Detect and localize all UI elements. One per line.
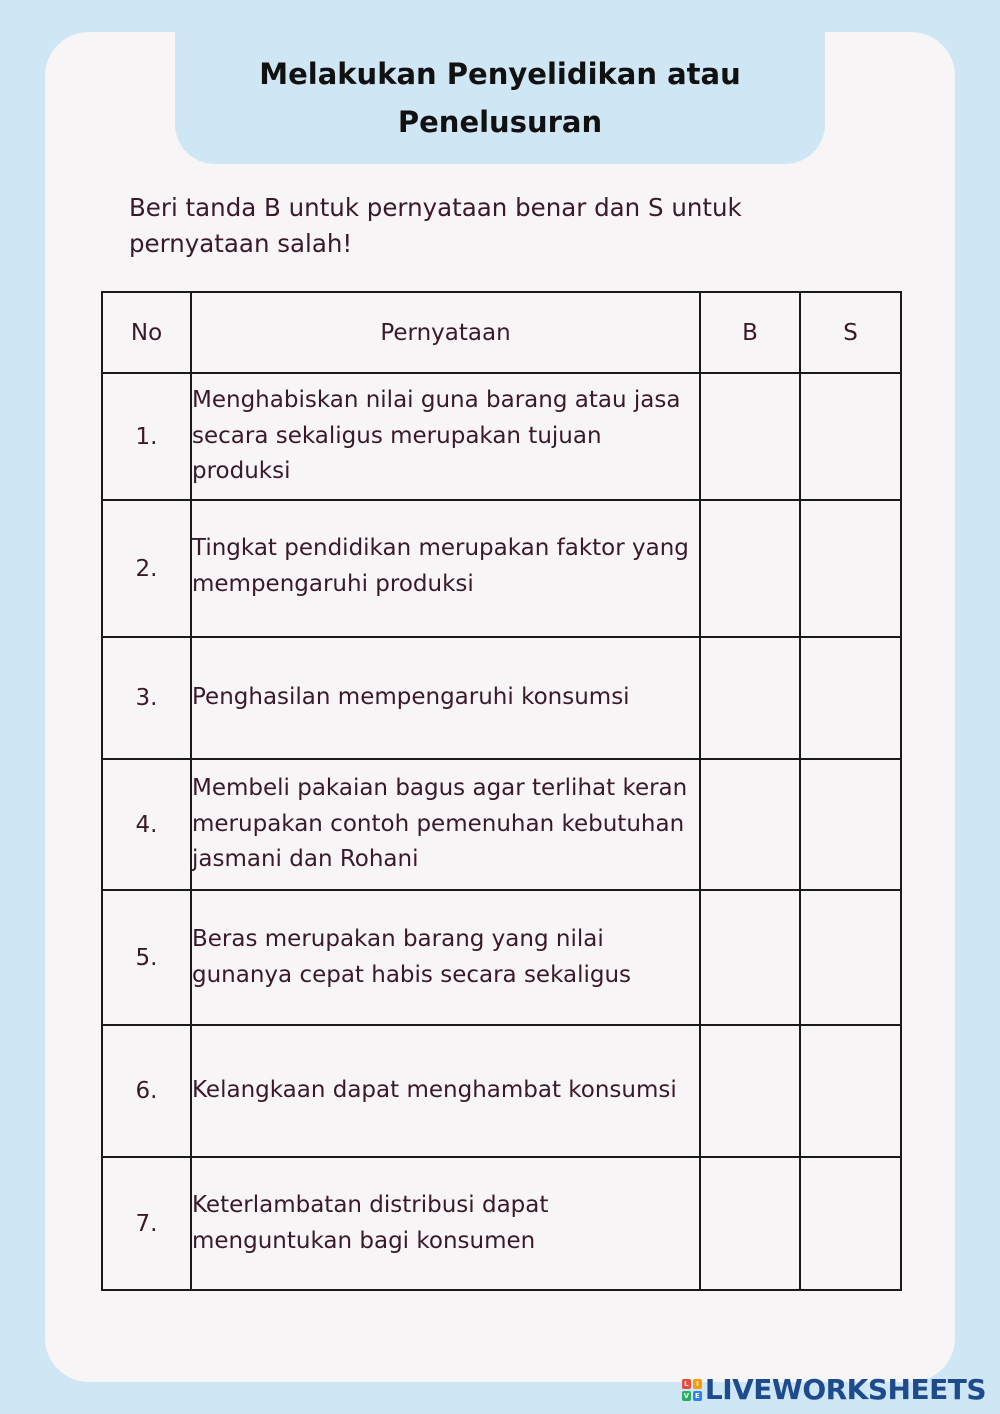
answer-cell-b[interactable] — [700, 500, 800, 637]
statement-table — [101, 291, 902, 1291]
answer-cell-b[interactable] — [700, 890, 800, 1025]
answer-cell-b[interactable] — [700, 637, 800, 759]
row-statement: Penghasilan mempengaruhi konsumsi — [191, 637, 700, 759]
title-banner — [175, 32, 825, 164]
answer-cell-b[interactable] — [700, 1025, 800, 1157]
row-statement: Menghabiskan nilai guna barang atau jasa secara sekaligus merupakan tujuan produksi — [191, 373, 700, 500]
answer-cell-b[interactable] — [700, 373, 800, 500]
row-number: 4. — [102, 759, 191, 890]
answer-cell-s[interactable] — [800, 759, 901, 890]
row-statement: Membeli pakaian bagus agar terlihat keran merupakan contoh pemenuhan kebutuhan jasmani dan Rohani — [191, 759, 700, 890]
liveworksheets-watermark — [682, 1373, 986, 1406]
answer-cell-s[interactable] — [800, 890, 901, 1025]
answer-cell-b[interactable] — [700, 759, 800, 890]
header-no: No — [102, 292, 191, 373]
page-title — [259, 50, 741, 146]
page-title-line-1: Melakukan Penyelidikan atau — [259, 57, 741, 91]
answer-cell-s[interactable] — [800, 637, 901, 759]
table-row — [102, 890, 901, 1025]
header-statement: Pernyataan — [191, 292, 700, 373]
logo-tile-i: I — [693, 1379, 702, 1389]
answer-cell-s[interactable] — [800, 1025, 901, 1157]
answer-cell-b[interactable] — [700, 1157, 800, 1290]
answer-cell-s[interactable] — [800, 1157, 901, 1290]
row-number: 3. — [102, 637, 191, 759]
liveworksheets-logo-icon — [682, 1379, 702, 1401]
logo-tile-v: V — [683, 1391, 690, 1400]
header-b: B — [700, 292, 800, 373]
table-row — [102, 759, 901, 890]
row-number: 5. — [102, 890, 191, 1025]
logo-tile-l: L — [682, 1379, 691, 1389]
table-row — [102, 500, 901, 637]
table-row — [102, 1157, 901, 1290]
table-row — [102, 373, 901, 500]
row-statement: Tingkat pendidikan merupakan faktor yang mempengaruhi produksi — [191, 500, 700, 637]
row-statement: Keterlambatan distribusi dapat menguntukan bagi konsumen — [191, 1157, 700, 1290]
header-s: S — [800, 292, 901, 373]
answer-cell-s[interactable] — [800, 500, 901, 637]
instructions-text: Beri tanda B untuk pernyataan benar dan S untuk pernyataan salah! — [129, 193, 742, 258]
table-row — [102, 637, 901, 759]
page-title-line-2: Penelusuran — [397, 105, 603, 139]
watermark-text: LIVEWORKSHEETS — [704, 1373, 986, 1406]
logo-tile-e: E — [693, 1391, 702, 1401]
table-header-row — [102, 292, 901, 373]
row-number: 7. — [102, 1157, 191, 1290]
row-number: 1. — [102, 373, 191, 500]
table-row — [102, 1025, 901, 1157]
answer-cell-s[interactable] — [800, 373, 901, 500]
row-statement: Beras merupakan barang yang nilai gunanya cepat habis secara sekaligus — [191, 890, 700, 1025]
row-number: 6. — [102, 1025, 191, 1157]
row-number: 2. — [102, 500, 191, 637]
row-statement: Kelangkaan dapat menghambat konsumsi — [191, 1025, 700, 1157]
